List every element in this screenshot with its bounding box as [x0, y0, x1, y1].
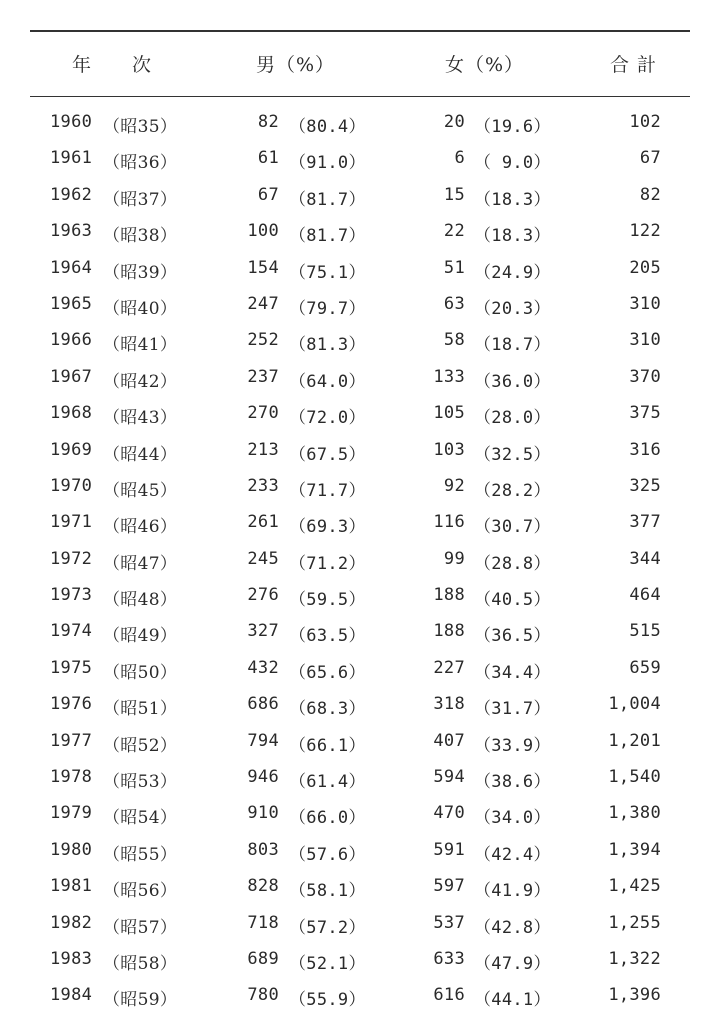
female-count-cell: 63 — [443, 293, 465, 314]
female-percent-cell: （18.3） — [474, 189, 551, 210]
total-cell: 1,540 — [608, 767, 661, 788]
era-cell: （昭40） — [103, 298, 178, 319]
female-count-cell: 594 — [433, 767, 465, 788]
header-year-char-2: 次 — [132, 54, 153, 76]
era-cell: （昭43） — [103, 408, 178, 429]
male-percent-cell: （81.3） — [289, 335, 366, 356]
female-percent-cell: （ 9.0） — [474, 153, 551, 174]
year-cell: 1983 — [50, 948, 93, 969]
male-percent-cell: （52.1） — [289, 953, 366, 974]
era-cell: （昭50） — [103, 662, 178, 683]
male-count-cell: 252 — [247, 330, 279, 351]
female-percent-cell: （18.3） — [474, 226, 551, 247]
header-male: 男（%） — [256, 54, 336, 76]
male-percent-cell: （65.6） — [289, 662, 366, 683]
table-row — [0, 585, 709, 621]
female-percent-cell: （30.7） — [474, 517, 551, 538]
female-percent-cell: （34.4） — [474, 662, 551, 683]
era-cell: （昭39） — [103, 262, 178, 283]
female-count-cell: 99 — [443, 548, 465, 569]
table-row — [0, 658, 709, 694]
male-count-cell: 247 — [247, 293, 279, 314]
table-row — [0, 549, 709, 585]
table-row — [0, 112, 709, 148]
year-cell: 1968 — [50, 403, 93, 424]
table-row — [0, 294, 709, 330]
table-row — [0, 185, 709, 221]
table-row — [0, 876, 709, 912]
total-cell: 122 — [629, 221, 661, 242]
male-percent-cell: （68.3） — [289, 699, 366, 720]
table-header-rule — [30, 96, 690, 97]
male-percent-cell: （71.7） — [289, 480, 366, 501]
male-percent-cell: （80.4） — [289, 117, 366, 137]
female-count-cell: 15 — [443, 184, 465, 205]
table-row — [0, 767, 709, 803]
male-percent-cell: （64.0） — [289, 371, 366, 392]
total-cell: 1,004 — [608, 694, 661, 715]
header-female: 女（%） — [445, 54, 525, 76]
male-count-cell: 237 — [247, 366, 279, 387]
male-percent-cell: （57.2） — [289, 917, 366, 938]
table-row — [0, 440, 709, 476]
total-cell: 1,255 — [608, 912, 661, 933]
female-percent-cell: （34.0） — [474, 808, 551, 829]
male-percent-cell: （55.9） — [289, 990, 366, 1011]
era-cell: （昭37） — [103, 189, 178, 210]
total-cell: 377 — [629, 512, 661, 533]
male-count-cell: 432 — [247, 657, 279, 678]
year-cell: 1969 — [50, 439, 93, 460]
year-cell: 1984 — [50, 985, 93, 1006]
year-cell: 1974 — [50, 621, 93, 642]
total-cell: 316 — [629, 439, 661, 460]
total-cell: 370 — [629, 366, 661, 387]
year-cell: 1982 — [50, 912, 93, 933]
era-cell: （昭47） — [103, 553, 178, 574]
female-count-cell: 318 — [433, 694, 465, 715]
female-percent-cell: （42.8） — [474, 917, 551, 938]
year-cell: 1963 — [50, 221, 93, 242]
era-cell: （昭49） — [103, 626, 178, 647]
female-percent-cell: （47.9） — [474, 953, 551, 974]
female-count-cell: 92 — [443, 475, 465, 496]
female-percent-cell: （38.6） — [474, 772, 551, 793]
era-cell: （昭51） — [103, 699, 178, 720]
male-percent-cell: （79.7） — [289, 298, 366, 319]
female-count-cell: 58 — [443, 330, 465, 351]
era-cell: （昭53） — [103, 772, 178, 793]
male-count-cell: 270 — [247, 403, 279, 424]
table-row — [0, 985, 709, 1021]
male-count-cell: 803 — [247, 839, 279, 860]
male-count-cell: 946 — [247, 767, 279, 788]
era-cell: （昭46） — [103, 517, 178, 538]
total-cell: 82 — [639, 184, 661, 205]
table-row — [0, 621, 709, 657]
male-percent-cell: （58.1） — [289, 881, 366, 902]
era-cell: （昭56） — [103, 881, 178, 902]
male-percent-cell: （59.5） — [289, 590, 366, 611]
year-cell: 1965 — [50, 293, 93, 314]
table-header — [0, 50, 709, 80]
female-percent-cell: （28.0） — [474, 408, 551, 429]
year-cell: 1961 — [50, 148, 93, 169]
total-cell: 205 — [629, 257, 661, 278]
male-percent-cell: （75.1） — [289, 262, 366, 283]
male-count-cell: 327 — [247, 621, 279, 642]
year-cell: 1981 — [50, 876, 93, 897]
female-percent-cell: （33.9） — [474, 735, 551, 756]
era-cell: （昭42） — [103, 371, 178, 392]
male-count-cell: 910 — [247, 803, 279, 824]
era-cell: （昭41） — [103, 335, 178, 356]
male-count-cell: 718 — [247, 912, 279, 933]
female-count-cell: 22 — [443, 221, 465, 242]
male-percent-cell: （66.0） — [289, 808, 366, 829]
table-row — [0, 949, 709, 985]
female-percent-cell: （18.7） — [474, 335, 551, 356]
total-cell: 1,396 — [608, 985, 661, 1006]
female-percent-cell: （19.6） — [474, 117, 551, 137]
table-row — [0, 476, 709, 512]
year-cell: 1967 — [50, 366, 93, 387]
table-row — [0, 367, 709, 403]
male-count-cell: 100 — [247, 221, 279, 242]
male-percent-cell: （91.0） — [289, 153, 366, 174]
female-count-cell: 537 — [433, 912, 465, 933]
female-percent-cell: （40.5） — [474, 590, 551, 611]
era-cell: （昭36） — [103, 153, 178, 174]
table-row — [0, 221, 709, 257]
male-count-cell: 828 — [247, 876, 279, 897]
female-count-cell: 591 — [433, 839, 465, 860]
era-cell: （昭45） — [103, 480, 178, 501]
male-count-cell: 154 — [247, 257, 279, 278]
table-row — [0, 840, 709, 876]
male-percent-cell: （66.1） — [289, 735, 366, 756]
year-cell: 1972 — [50, 548, 93, 569]
female-count-cell: 188 — [433, 621, 465, 642]
female-percent-cell: （28.2） — [474, 480, 551, 501]
year-cell: 1970 — [50, 475, 93, 496]
female-percent-cell: （31.7） — [474, 699, 551, 720]
female-percent-cell: （42.4） — [474, 844, 551, 865]
year-cell: 1966 — [50, 330, 93, 351]
male-percent-cell: （81.7） — [289, 189, 366, 210]
female-count-cell: 20 — [443, 112, 465, 132]
era-cell: （昭57） — [103, 917, 178, 938]
total-cell: 1,394 — [608, 839, 661, 860]
male-count-cell: 61 — [257, 148, 279, 169]
year-cell: 1973 — [50, 585, 93, 606]
female-count-cell: 616 — [433, 985, 465, 1006]
male-count-cell: 261 — [247, 512, 279, 533]
table-row — [0, 330, 709, 366]
table-row — [0, 731, 709, 767]
year-cell: 1979 — [50, 803, 93, 824]
female-count-cell: 470 — [433, 803, 465, 824]
total-cell: 325 — [629, 475, 661, 496]
female-percent-cell: （41.9） — [474, 881, 551, 902]
male-percent-cell: （63.5） — [289, 626, 366, 647]
male-count-cell: 67 — [257, 184, 279, 205]
year-cell: 1964 — [50, 257, 93, 278]
female-count-cell: 105 — [433, 403, 465, 424]
table-row — [0, 148, 709, 184]
female-count-cell: 407 — [433, 730, 465, 751]
table-row — [0, 403, 709, 439]
female-count-cell: 597 — [433, 876, 465, 897]
female-percent-cell: （36.0） — [474, 371, 551, 392]
year-cell: 1971 — [50, 512, 93, 533]
female-count-cell: 103 — [433, 439, 465, 460]
male-count-cell: 233 — [247, 475, 279, 496]
male-count-cell: 689 — [247, 948, 279, 969]
male-count-cell: 686 — [247, 694, 279, 715]
era-cell: （昭38） — [103, 226, 178, 247]
male-count-cell: 245 — [247, 548, 279, 569]
table-body — [0, 112, 709, 1022]
era-cell: （昭48） — [103, 590, 178, 611]
male-count-cell: 276 — [247, 585, 279, 606]
total-cell: 1,201 — [608, 730, 661, 751]
total-cell: 310 — [629, 330, 661, 351]
male-percent-cell: （67.5） — [289, 444, 366, 465]
total-cell: 1,425 — [608, 876, 661, 897]
table-row — [0, 512, 709, 548]
year-cell: 1980 — [50, 839, 93, 860]
total-cell: 102 — [629, 112, 661, 132]
male-count-cell: 794 — [247, 730, 279, 751]
total-cell: 515 — [629, 621, 661, 642]
male-percent-cell: （69.3） — [289, 517, 366, 538]
total-cell: 310 — [629, 293, 661, 314]
header-total: 合計 — [610, 54, 665, 76]
total-cell: 67 — [639, 148, 661, 169]
table-row — [0, 694, 709, 730]
era-cell: （昭59） — [103, 990, 178, 1011]
total-cell: 1,380 — [608, 803, 661, 824]
era-cell: （昭55） — [103, 844, 178, 865]
year-cell: 1977 — [50, 730, 93, 751]
table-row — [0, 913, 709, 949]
table-row — [0, 803, 709, 839]
female-count-cell: 51 — [443, 257, 465, 278]
female-percent-cell: （20.3） — [474, 298, 551, 319]
year-cell: 1978 — [50, 767, 93, 788]
male-percent-cell: （72.0） — [289, 408, 366, 429]
era-cell: （昭52） — [103, 735, 178, 756]
era-cell: （昭44） — [103, 444, 178, 465]
table-row — [0, 258, 709, 294]
male-percent-cell: （57.6） — [289, 844, 366, 865]
male-percent-cell: （71.2） — [289, 553, 366, 574]
total-cell: 375 — [629, 403, 661, 424]
male-count-cell: 213 — [247, 439, 279, 460]
male-percent-cell: （81.7） — [289, 226, 366, 247]
female-percent-cell: （44.1） — [474, 990, 551, 1011]
year-cell: 1975 — [50, 657, 93, 678]
male-percent-cell: （61.4） — [289, 772, 366, 793]
female-percent-cell: （28.8） — [474, 553, 551, 574]
female-percent-cell: （36.5） — [474, 626, 551, 647]
female-percent-cell: （24.9） — [474, 262, 551, 283]
total-cell: 659 — [629, 657, 661, 678]
total-cell: 1,322 — [608, 948, 661, 969]
year-cell: 1962 — [50, 184, 93, 205]
total-cell: 464 — [629, 585, 661, 606]
total-cell: 344 — [629, 548, 661, 569]
male-count-cell: 780 — [247, 985, 279, 1006]
table-top-rule — [30, 30, 690, 32]
female-count-cell: 188 — [433, 585, 465, 606]
female-count-cell: 116 — [433, 512, 465, 533]
female-count-cell: 6 — [454, 148, 465, 169]
female-count-cell: 133 — [433, 366, 465, 387]
era-cell: （昭54） — [103, 808, 178, 829]
female-count-cell: 633 — [433, 948, 465, 969]
male-count-cell: 82 — [257, 112, 279, 132]
year-cell: 1960 — [50, 112, 93, 132]
female-count-cell: 227 — [433, 657, 465, 678]
header-year-char-1: 年 — [72, 54, 93, 76]
year-cell: 1976 — [50, 694, 93, 715]
era-cell: （昭35） — [103, 117, 178, 137]
female-percent-cell: （32.5） — [474, 444, 551, 465]
era-cell: （昭58） — [103, 953, 178, 974]
